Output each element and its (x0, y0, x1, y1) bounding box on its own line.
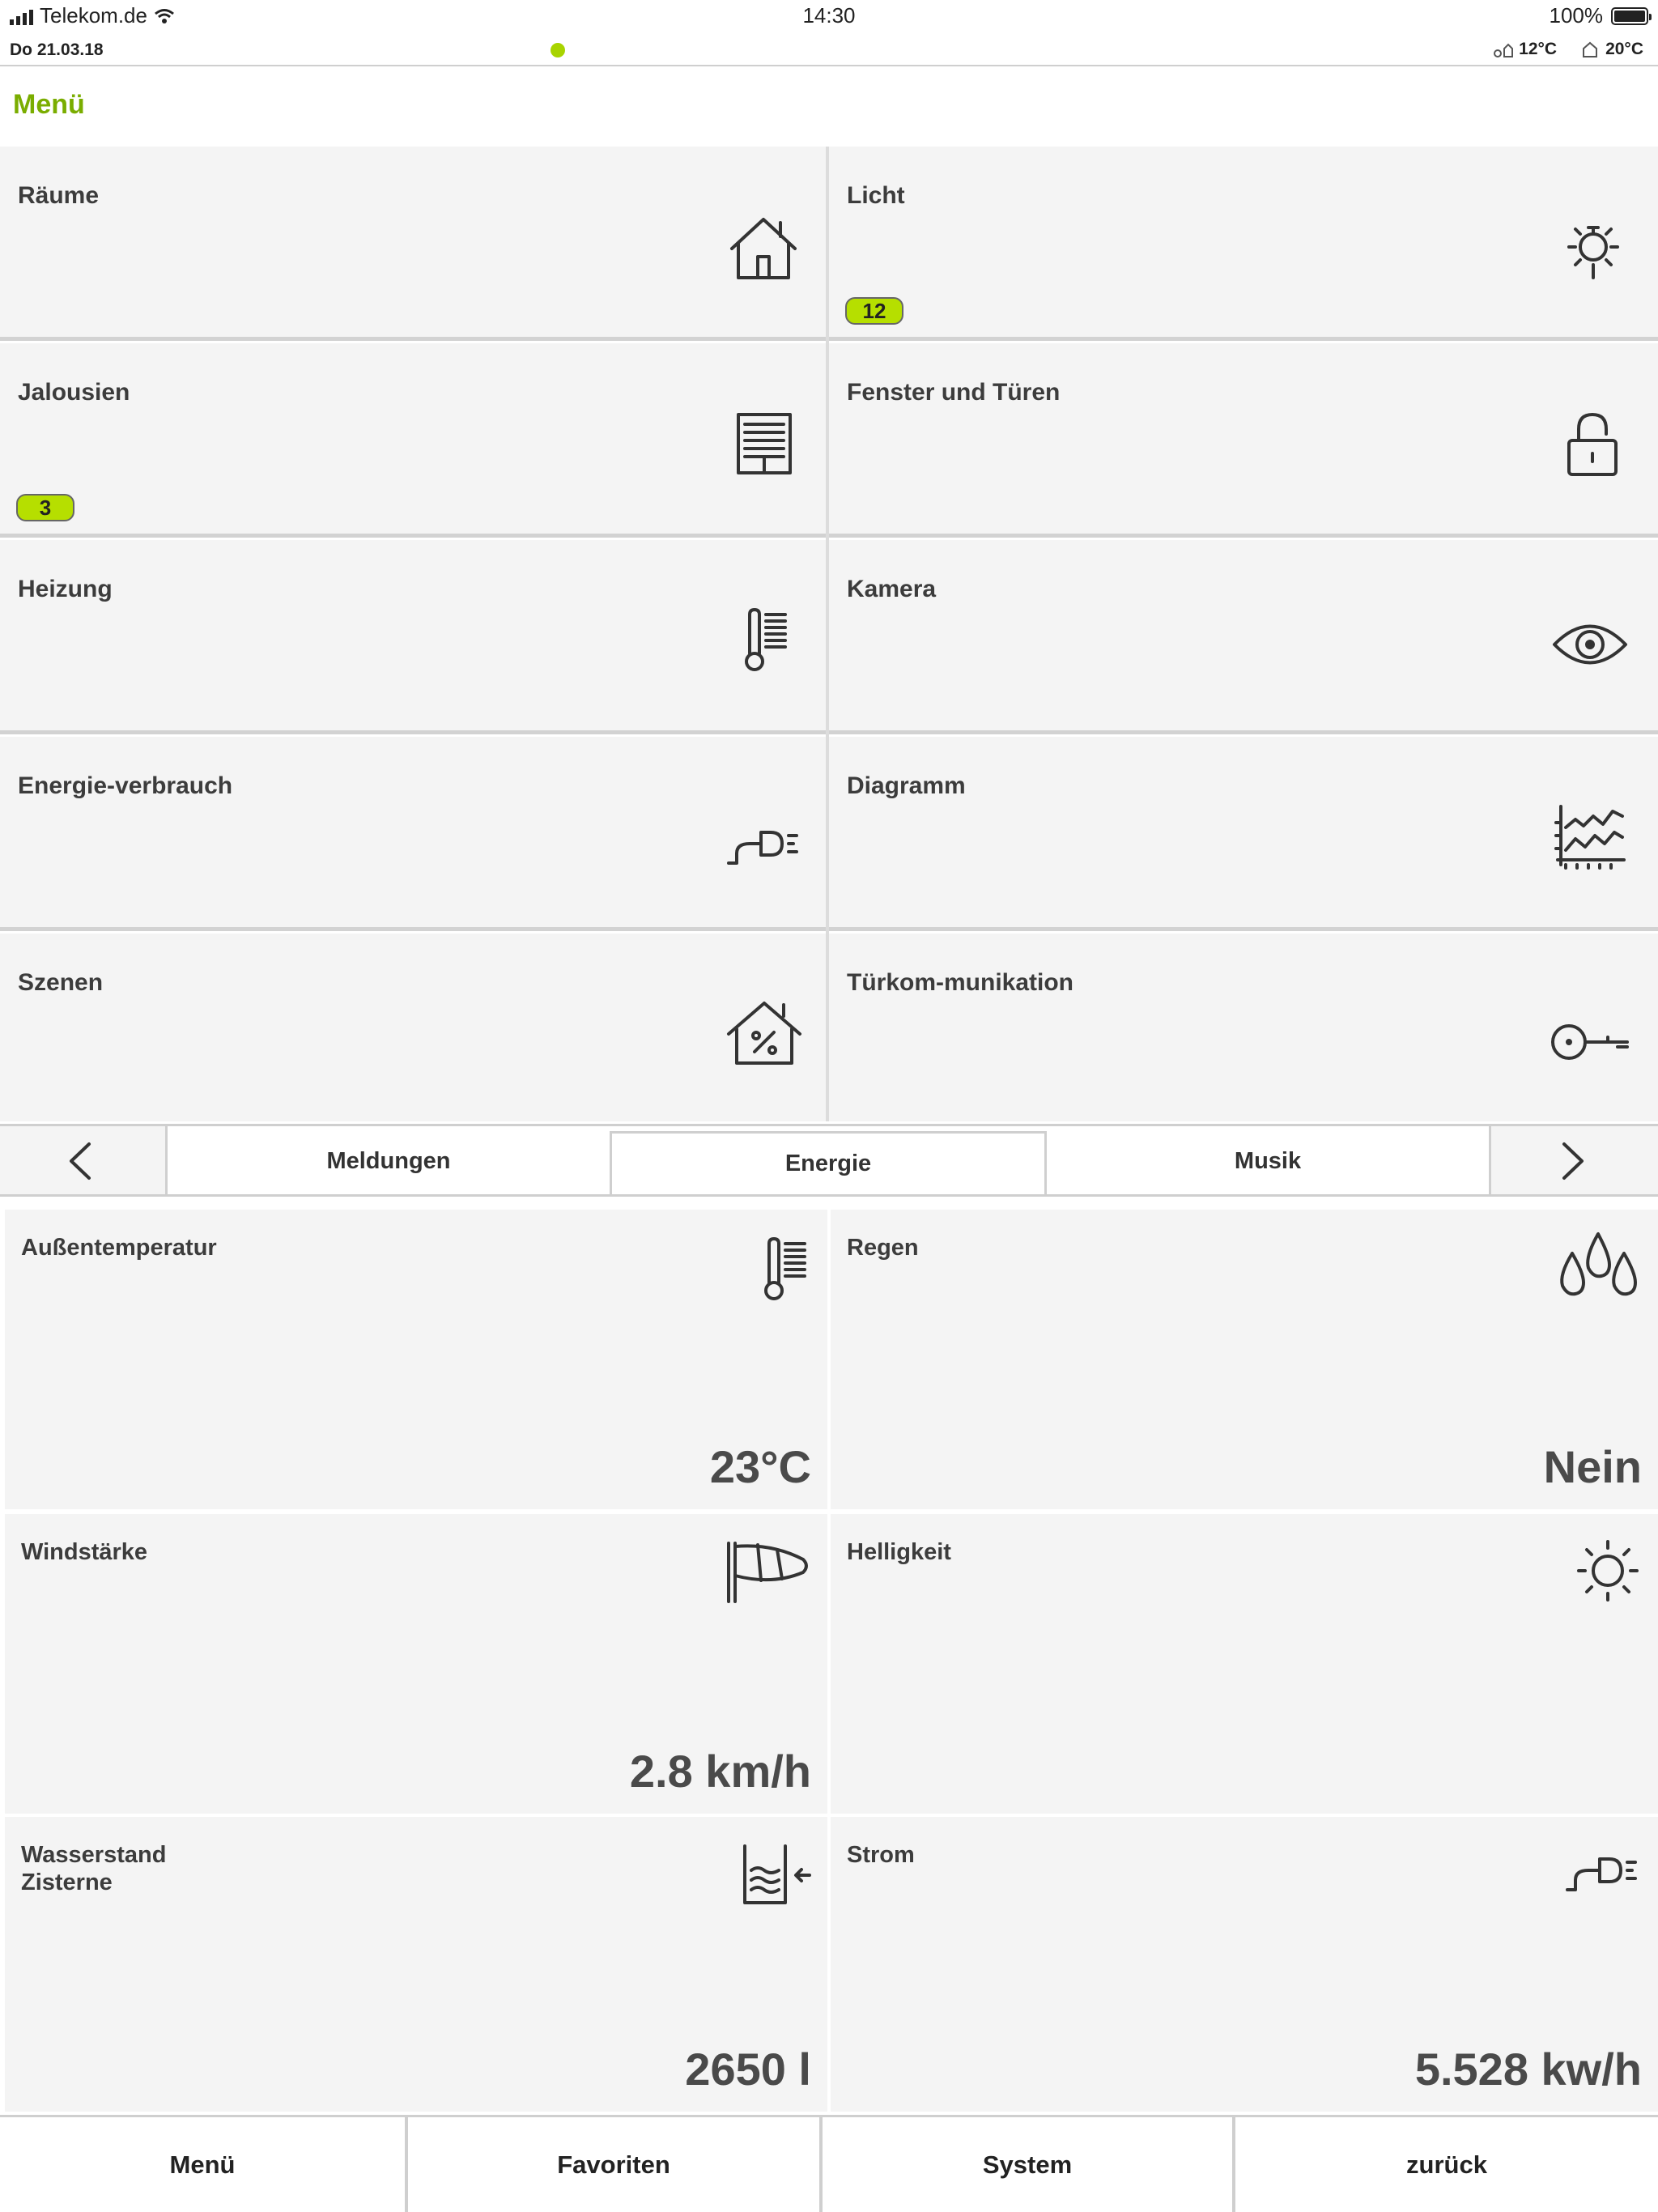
sensor-helligkeit[interactable] (831, 1514, 1658, 1814)
tile-label: Diagramm (847, 772, 966, 799)
plug-icon (1564, 1841, 1645, 1902)
tile-label: Energie-verbrauch (18, 772, 233, 799)
thermometer-icon (761, 1237, 810, 1306)
date-label: Do 21.03.18 (10, 40, 104, 59)
sensor-regen[interactable] (831, 1210, 1658, 1509)
sensor-value: 2650 l (685, 2044, 811, 2095)
key-icon (1550, 1019, 1630, 1069)
tab-bar (0, 1124, 1658, 1197)
windsock-icon (724, 1538, 810, 1607)
nav-favorites-button[interactable]: Favoriten (557, 2150, 670, 2179)
indoor-house-icon (1579, 40, 1601, 58)
light-count-badge: 12 (845, 297, 903, 325)
tab-meldungen[interactable]: Meldungen (326, 1148, 451, 1174)
sensor-value: 5.528 kw/h (1414, 2044, 1642, 2095)
chart-icon (1554, 803, 1627, 875)
sensor-label: Wasserstand Zisterne (21, 1842, 167, 1895)
tile-column-divider (826, 147, 829, 1121)
sensor-value: 23°C (709, 1441, 811, 1492)
lock-icon (1564, 410, 1621, 482)
water-tank-icon (740, 1843, 813, 1912)
eye-icon (1550, 618, 1630, 675)
lightbulb-icon (1561, 213, 1626, 285)
house-percent-icon (725, 998, 803, 1072)
tile-szenen[interactable] (0, 934, 826, 1121)
tile-label: Szenen (18, 969, 104, 996)
sensor-label: Regen (847, 1235, 919, 1261)
connection-indicator-icon (551, 43, 565, 57)
sensor-label: Außentemperatur (21, 1235, 217, 1261)
tile-heizung[interactable] (0, 540, 826, 734)
nav-back-button[interactable]: zurück (1406, 2150, 1487, 2179)
sensor-value: 2.8 km/h (629, 1746, 811, 1797)
nav-system-button[interactable]: System (982, 2150, 1073, 2179)
tile-tuerkommunikation[interactable] (829, 934, 1658, 1121)
status-time: 14:30 (802, 3, 856, 28)
tile-jalousien[interactable] (0, 343, 826, 538)
tile-label: Licht (847, 182, 905, 209)
tile-diagramm[interactable] (829, 737, 1658, 931)
page-title: Menü (13, 89, 85, 120)
plug-icon (725, 815, 806, 875)
tile-label: Jalousien (18, 379, 130, 406)
tile-label: Räume (18, 182, 100, 209)
status-right (1550, 3, 1649, 28)
bottom-nav (0, 2115, 1658, 2212)
sensor-windstaerke[interactable] (5, 1514, 827, 1814)
sun-icon (1575, 1538, 1640, 1607)
status-bar (0, 0, 1658, 32)
sensor-value: Nein (1543, 1441, 1642, 1492)
tile-label: Kamera (847, 576, 937, 602)
nav-menu-button[interactable]: Menü (169, 2150, 236, 2179)
info-bar (0, 36, 1658, 66)
thermometer-icon (742, 608, 790, 677)
sensor-wasserstand-zisterne[interactable] (5, 1817, 827, 2112)
outdoor-temp: 12°C (1493, 40, 1557, 59)
house-icon (727, 216, 800, 285)
raindrops-icon (1556, 1229, 1640, 1303)
sensor-strom[interactable] (831, 1817, 1658, 2112)
battery-percent: 100% (1549, 3, 1603, 28)
tile-energie-verbrauch[interactable] (0, 737, 826, 931)
battery-icon (1611, 7, 1648, 25)
temperature-summary (1493, 40, 1643, 59)
tab-prev-button[interactable] (0, 1126, 165, 1194)
tab-musik[interactable]: Musik (1234, 1148, 1302, 1174)
tile-kamera[interactable] (829, 540, 1658, 734)
tile-fenster-und-tueren[interactable] (829, 343, 1658, 538)
outdoor-house-icon (1493, 40, 1514, 58)
sensor-label: Helligkeit (847, 1539, 951, 1565)
tab-energie[interactable]: Energie (610, 1131, 1047, 1194)
tile-label: Fenster und Türen (847, 379, 1061, 406)
tile-licht[interactable] (829, 147, 1658, 341)
blinds-count-badge: 3 (16, 494, 74, 521)
sensor-label: Windstärke (21, 1539, 148, 1565)
sensor-label: Strom (847, 1842, 915, 1868)
tile-label: Türkom-munikation (847, 969, 1074, 996)
tile-raeume[interactable] (0, 147, 826, 341)
carrier-name: Telekom.de (40, 3, 147, 28)
blinds-icon (733, 411, 795, 480)
tile-label: Heizung (18, 576, 113, 602)
indoor-temp: 20°C (1579, 40, 1643, 59)
sensor-aussentemperatur[interactable] (5, 1210, 827, 1509)
tab-next-button[interactable] (1491, 1126, 1658, 1194)
